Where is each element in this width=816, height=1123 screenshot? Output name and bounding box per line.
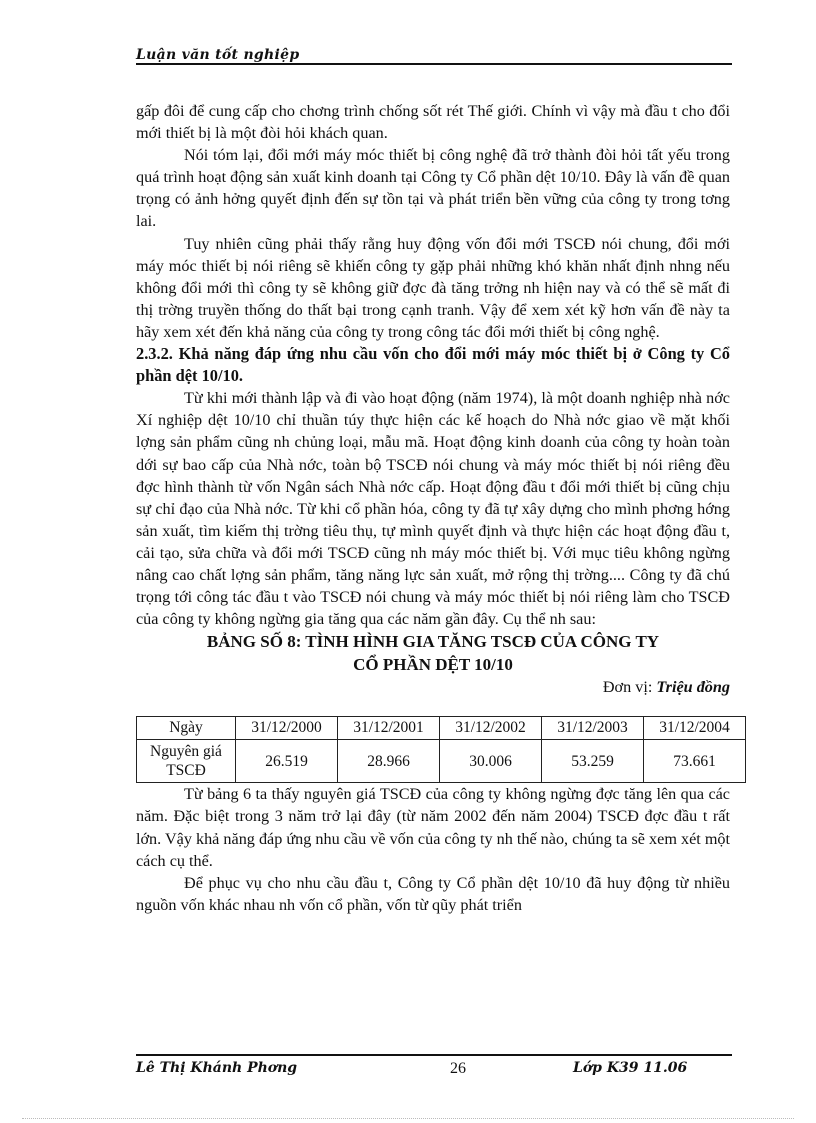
table-header-cell: 31/12/2004 xyxy=(644,717,746,740)
table-cell: 26.519 xyxy=(236,740,338,783)
footer-author: Lê Thị Khánh Phơng xyxy=(136,1060,298,1076)
table-cell: 53.259 xyxy=(542,740,644,783)
row-label-line-2: TSCĐ xyxy=(166,762,206,780)
paragraph: Tuy nhiên cũng phải thấy rằng huy động vốn đổi mới TSCĐ nói chung, đổi mới máy móc thiết bị nói riêng sẽ khiến công ty gặp phải những khó khăn nhất định nhng nếu không đổi mới thì công ty sẽ không giữ đợc đà tăng trởng nh hiện nay và có thể sẽ mất đi thị trờng truyền thống do thất bại trong cạnh tranh. Vậy để xem xét kỹ hơn vấn đề này ta hãy xem xét đến khả năng của công ty trong công tác đổi mới thiết bị công nghệ. xyxy=(136,234,730,341)
table-row-label xyxy=(137,740,236,783)
header-title: Luận văn tốt nghiệp xyxy=(136,47,300,63)
table-header-cell: 31/12/2001 xyxy=(338,717,440,740)
unit-value: Triệu đồng xyxy=(656,678,730,697)
unit-label: Đơn vị: xyxy=(602,678,657,697)
paragraph: Nói tóm lại, đổi mới máy móc thiết bị công nghệ đã trở thành đòi hỏi tất yếu trong quá trình hoạt động sản xuất kinh doanh tại Công ty Cổ phần dệt 10/10. Đây là vấn đề quan trọng có ảnh hởng quyết định đến sự tồn tại và phát triển bền vững của công ty trong tơng lai. xyxy=(136,146,730,231)
table-title xyxy=(136,630,730,676)
paragraph: Từ bảng 6 ta thấy nguyên giá TSCĐ của công ty không ngừng đợc tăng lên qua các năm. Đặc biệt trong 3 năm trở lại đây (từ năm 2002 đến năm 2004) TSCĐ đợc đầu t rất lớn. Vậy khả năng đáp ứng nhu cầu về vốn của công ty nh thế nào, chúng ta sẽ xem xét một cách cụ thể. xyxy=(136,785,730,870)
table-header-row xyxy=(137,717,746,740)
unit-line xyxy=(136,676,730,698)
row-label-line-1: Nguyên giá xyxy=(150,743,222,761)
page-number: 26 xyxy=(450,1060,466,1077)
table-cell: 28.966 xyxy=(338,740,440,783)
table-cell: 30.006 xyxy=(440,740,542,783)
table-header-label: Ngày xyxy=(137,717,236,740)
table-title-line-1: BẢNG SỐ 8: TÌNH HÌNH GIA TĂNG TSCĐ CỦA CÔNG TY xyxy=(206,632,660,652)
table-header-cell: 31/12/2000 xyxy=(236,717,338,740)
assets-table xyxy=(136,716,746,783)
header-rule xyxy=(136,63,732,65)
page-body xyxy=(136,100,730,916)
table-cell: 73.661 xyxy=(644,740,746,783)
paragraph: Để phục vụ cho nhu cầu đầu t, Công ty Cổ phần dệt 10/10 đã huy động từ nhiều nguồn vốn khác nhau nh vốn cổ phần, vốn từ qũy phát triển xyxy=(136,873,730,914)
page-edge-divider xyxy=(22,1118,794,1119)
table-row xyxy=(137,740,746,783)
paragraph: gấp đôi để cung cấp cho chơng trình chống sốt rét Thế giới. Chính vì vậy mà đầu t cho đổi mới thiết bị là một đòi hỏi khách quan. xyxy=(136,102,730,143)
table-title-line-2: CỔ PHẦN DỆT 10/10 xyxy=(353,655,513,675)
table-header-cell: 31/12/2002 xyxy=(440,717,542,740)
paragraph: Từ khi mới thành lập và đi vào hoạt động (năm 1974), là một doanh nghiệp nhà nớc Xí nghiệp dệt 10/10 chỉ thuần túy thực hiện các kế hoạch do Nhà nớc giao về mặt khối lợng sản phẩm cũng nh chủng loại, mẫu mã. Hoạt động kinh doanh của công ty hoàn toàn dới sự bao cấp của Nhà nớc, toàn bộ TSCĐ nói chung và máy móc thiết bị nói riêng đều đợc hình thành từ vốn Ngân sách Nhà nớc cấp. Hoạt động đầu t đổi mới thiết bị cũng chịu sự chỉ đạo của Nhà nớc. Từ khi cổ phần hóa, công ty đã tự xây dựng cho mình phơng hớng sản xuất, tìm kiếm thị trờng tiêu thụ, tự mình quyết định và thực hiện các hoạt động đầu t, cải tạo, sửa chữa và đổi mới TSCĐ cũng nh máy móc thiết bị. Với mục tiêu không ngừng nâng cao chất lợng sản phẩm, tăng năng lực sản xuất, mở rộng thị trờng.... Công ty đã chú trọng tới công tác đầu t vào TSCĐ nói chung và máy móc thiết bị nói riêng làm cho TSCĐ của công ty không ngừng gia tăng qua các năm gần đây. Cụ thể nh sau: xyxy=(136,389,730,629)
footer-rule xyxy=(136,1054,732,1056)
footer-class: Lớp K39 11.06 xyxy=(573,1060,688,1076)
table-header-cell: 31/12/2003 xyxy=(542,717,644,740)
section-heading: 2.3.2. Khả năng đáp ứng nhu cầu vốn cho đổi mới máy móc thiết bị ở Công ty Cổ phần dệt 10/10. xyxy=(136,344,730,386)
